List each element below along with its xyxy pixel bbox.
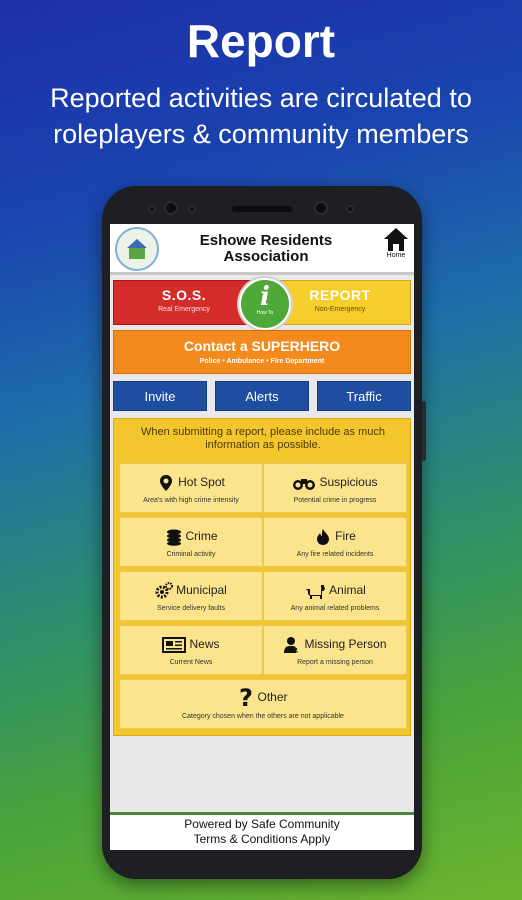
category-animal-sub: Any animal related problems (290, 605, 380, 612)
terms-link[interactable]: Terms & Conditions Apply (193, 832, 331, 846)
svg-text:?: ? (239, 686, 254, 710)
earpiece-speaker (232, 206, 292, 212)
report-instruction: When submitting a report, please include as much information as possible. (141, 426, 385, 451)
alerts-button[interactable]: Alerts (215, 381, 309, 411)
money-stack-icon (165, 528, 183, 546)
superhero-sublabel: Police • Ambulance • Fire Department (199, 358, 325, 365)
front-camera-icon (314, 201, 328, 215)
traffic-button[interactable]: Traffic (317, 381, 411, 411)
category-other-sub: Category chosen when the others are not applicable (182, 713, 344, 720)
category-hot-spot-title: Hot Spot (178, 475, 225, 490)
sensor-icon (346, 205, 354, 213)
app-title-line2: Association (223, 248, 309, 265)
app-screen (110, 224, 414, 850)
binoculars-icon (292, 474, 316, 492)
app-title (160, 233, 372, 265)
category-news[interactable] (119, 625, 263, 675)
home-label: Home (386, 252, 406, 259)
invite-button[interactable]: Invite (113, 381, 207, 411)
category-municipal-sub: Service delivery faults (156, 605, 226, 612)
category-suspicious-title: Suspicious (319, 475, 378, 490)
category-fire-sub: Any fire related incidents (296, 551, 374, 558)
superhero-title: Contact a SUPERHERO (183, 338, 341, 354)
category-other-title: Other (257, 690, 288, 705)
category-fire[interactable] (263, 517, 407, 567)
emergency-row (113, 280, 411, 325)
contact-superhero-button[interactable] (113, 330, 411, 374)
category-suspicious-sub: Potential crime in progress (293, 497, 377, 504)
category-news-sub: Current News (169, 659, 213, 666)
category-missing-person[interactable] (263, 625, 407, 675)
missing-person-icon (283, 636, 301, 654)
logo-house-icon (129, 248, 145, 259)
phone-top-bezel (102, 186, 422, 226)
report-label: REPORT (309, 287, 371, 303)
question-icon (238, 686, 254, 710)
category-other[interactable] (119, 679, 407, 729)
svg-text:?: ? (295, 646, 301, 654)
category-fire-title: Fire (335, 529, 356, 544)
sos-label: S.O.S. (161, 287, 207, 303)
category-crime-title: Crime (185, 529, 218, 544)
newspaper-icon (162, 636, 186, 654)
dog-icon (304, 582, 326, 600)
category-municipal-title: Municipal (176, 583, 227, 598)
category-animal-title: Animal (329, 583, 366, 598)
map-pin-icon (157, 474, 175, 492)
sos-sublabel: Real Emergency (158, 306, 210, 313)
phone-frame (102, 186, 422, 879)
home-button[interactable] (382, 228, 410, 268)
category-hot-spot-sub: Area's with high crime intensity (143, 497, 239, 504)
flame-icon (314, 528, 332, 546)
phone-side-button (422, 401, 426, 461)
category-suspicious[interactable] (263, 463, 407, 513)
how-to-label: How To (256, 310, 274, 316)
category-municipal[interactable] (119, 571, 263, 621)
sensor-icon (148, 205, 156, 213)
category-crime-sub: Criminal activity (166, 551, 216, 558)
hero-title: Report (186, 15, 336, 67)
hero-subtitle-line2: roleplayers & community members (53, 119, 469, 149)
hero-subtitle-line1: Reported activities are circulated to (50, 83, 472, 113)
gears-icon (155, 582, 173, 600)
info-icon: i (260, 282, 270, 312)
home-icon (384, 228, 408, 252)
app-title-line1: Eshowe Residents (199, 232, 333, 249)
logo-roof-icon (127, 239, 147, 248)
category-crime[interactable] (119, 517, 263, 567)
front-camera-icon (164, 201, 178, 215)
association-logo (115, 227, 159, 271)
sensor-icon (188, 205, 196, 213)
how-to-button[interactable] (239, 278, 291, 330)
category-news-title: News (189, 637, 220, 652)
category-hot-spot[interactable] (119, 463, 263, 513)
powered-by-text: Powered by Safe Community (184, 817, 340, 831)
report-categories-panel (113, 418, 411, 736)
report-sublabel: Non-Emergency (314, 306, 366, 313)
category-missing-person-sub: Report a missing person (297, 659, 373, 666)
hero-subtitle (0, 80, 522, 152)
nav-tabs (113, 381, 411, 411)
category-animal[interactable] (263, 571, 407, 621)
app-header (110, 224, 414, 275)
app-footer (110, 812, 414, 850)
category-missing-person-title: Missing Person (304, 637, 387, 652)
sos-button[interactable] (113, 280, 255, 325)
